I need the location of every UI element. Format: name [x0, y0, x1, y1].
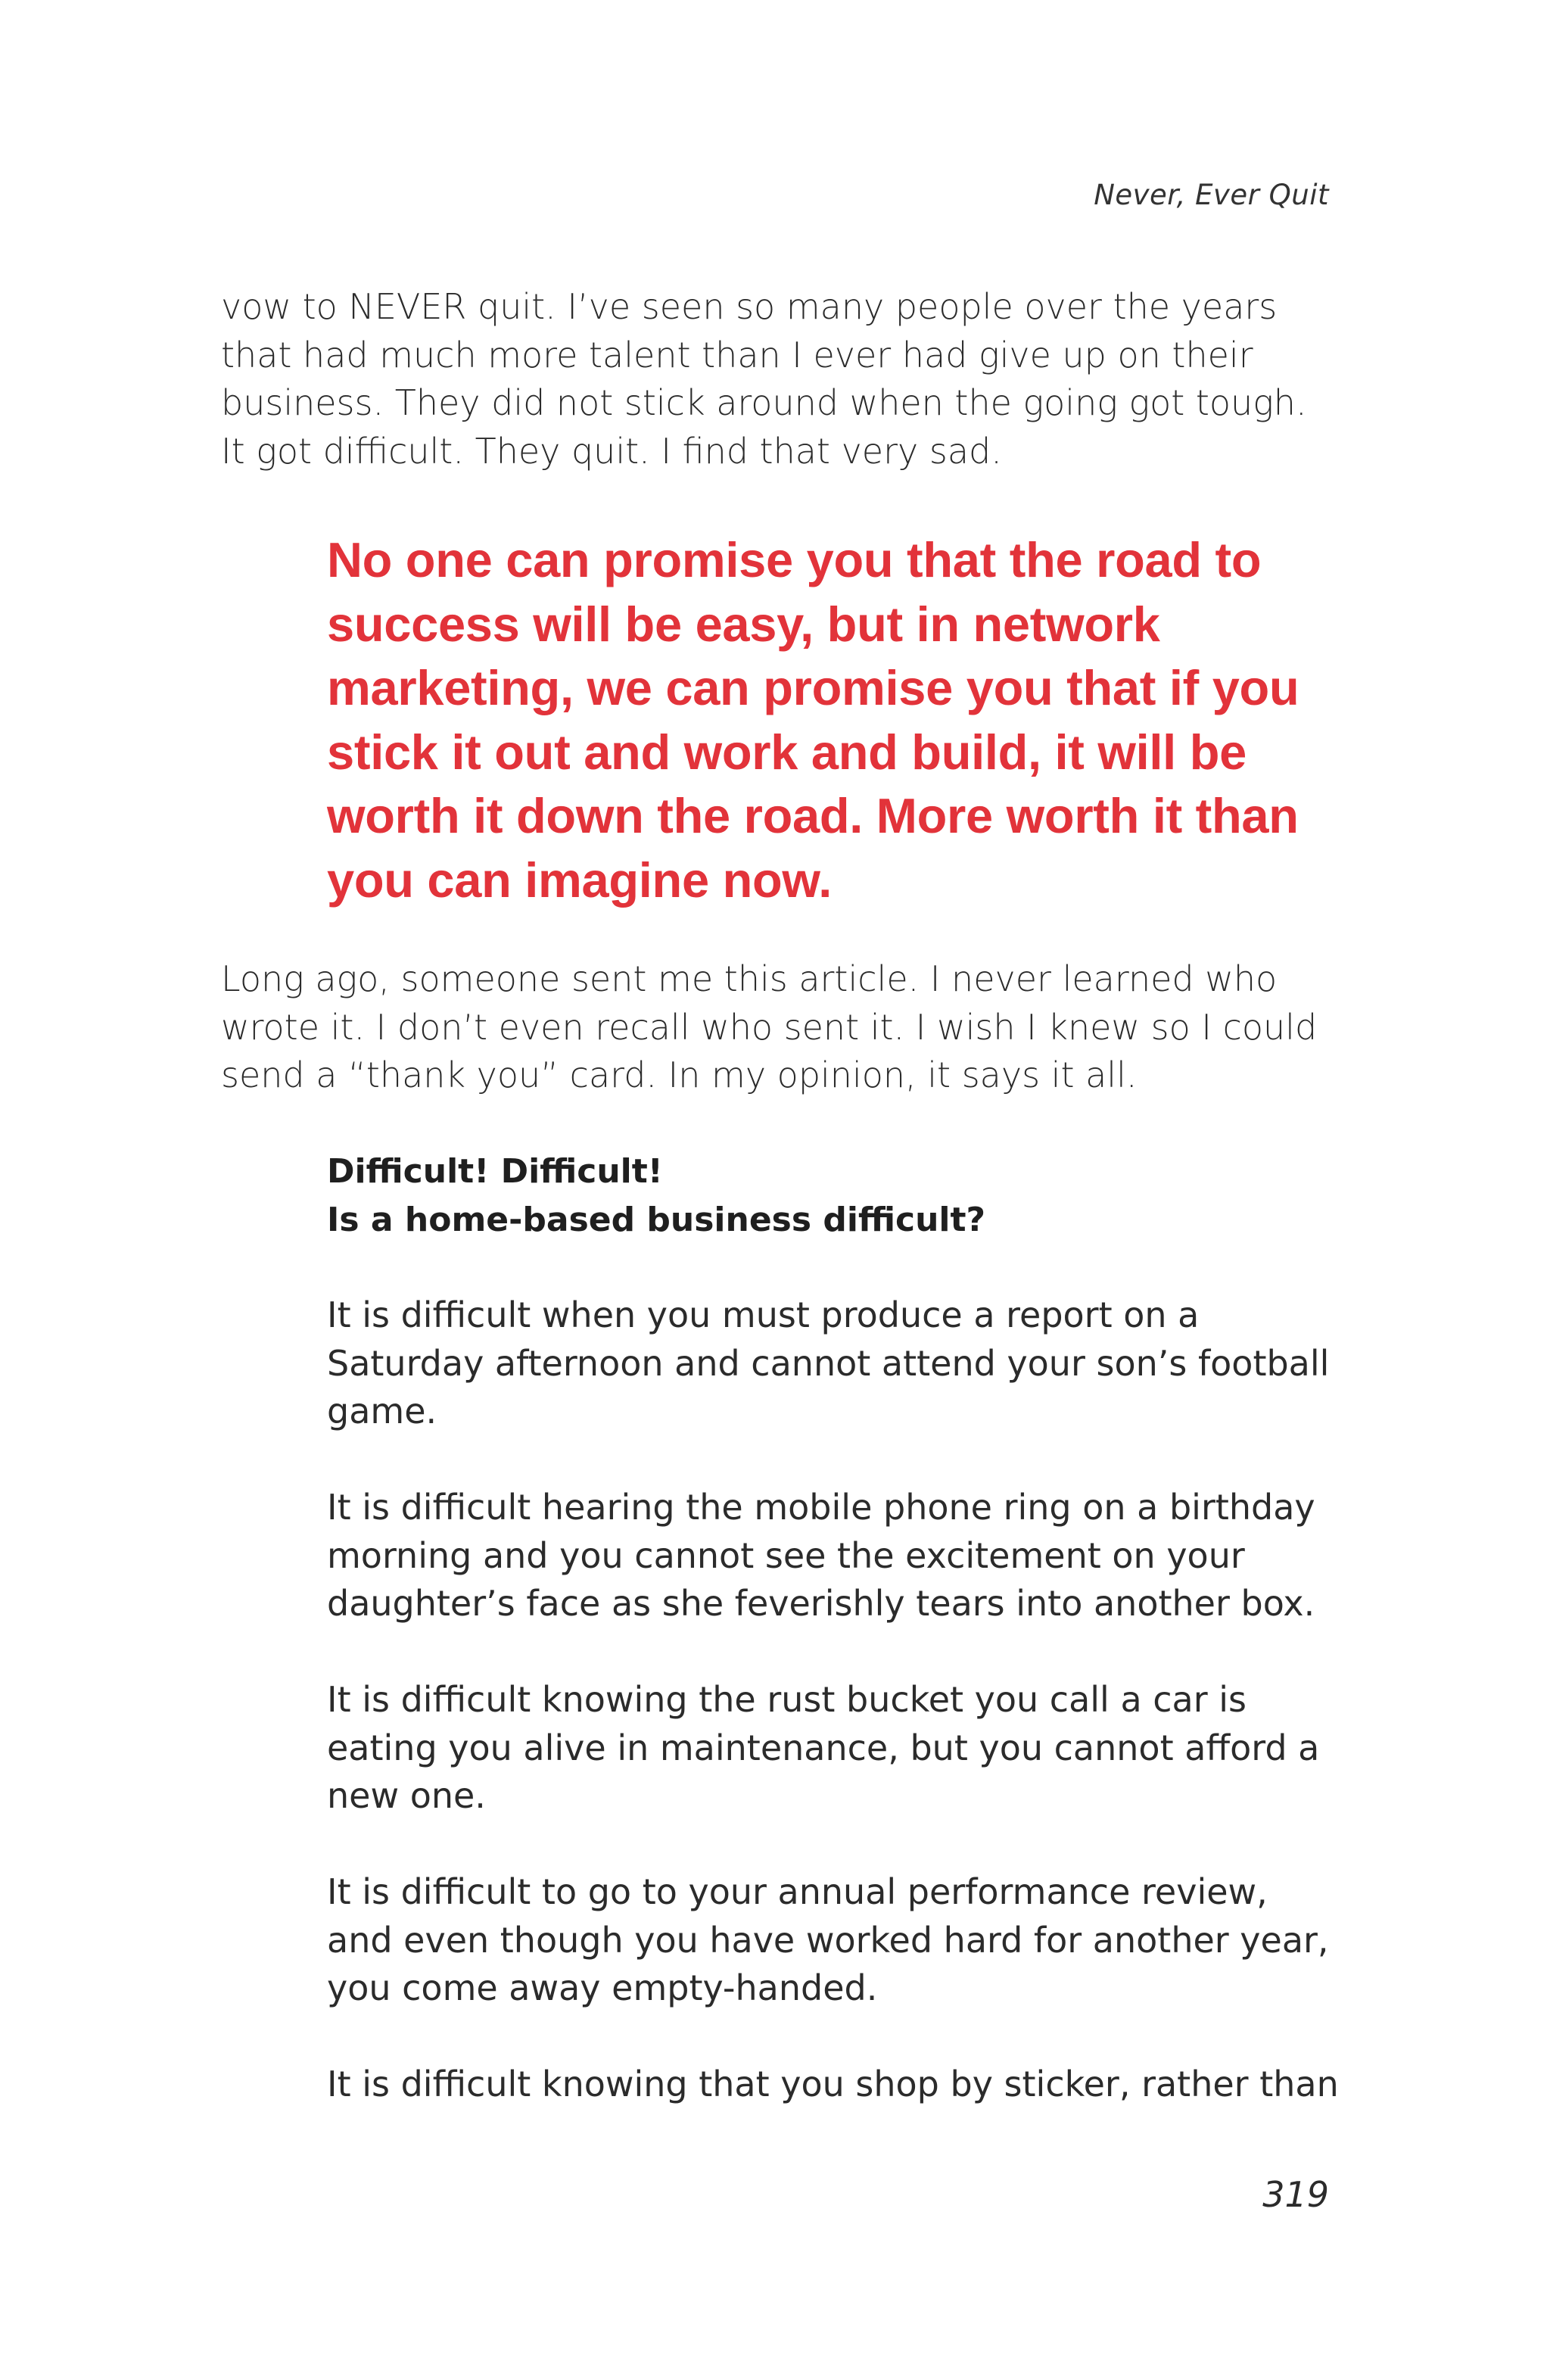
article-paragraph: It is difficult knowing the rust bucket you call a car is eating you alive in maintenance, but you cannot afford a new one.	[327, 1679, 1320, 1816]
article-heading-line1: Difficult! Difficult!	[327, 1152, 663, 1191]
article-paragraph: It is difficult to go to your annual performance review, and even though you have worked hard for another year, you come away empty-handed.	[327, 1871, 1329, 2008]
article-paragraph: It is difficult when you must produce a report on a Saturday afternoon and cannot attend your son’s football game.	[327, 1294, 1330, 1431]
pull-quote: No one can promise you that the road to success will be easy, but in network marketing, we can promise you that if you stick it out and work and build, it will be worth it down the road. More worth it than you can imagine now.	[327, 532, 1299, 908]
article-heading-line2: Is a home-based business difficult?	[327, 1200, 986, 1239]
running-head: Never, Ever Quit	[1094, 179, 1329, 211]
article-paragraph: It is difficult knowing that you shop by sticker, rather than	[327, 2064, 1339, 2104]
page-number: 319	[1262, 2174, 1329, 2215]
article-intro-paragraph: Long ago, someone sent me this article. I never learned who wrote it. I don’t even recall who sent it. I wish I knew so I could send a “thank you” card. In my opinion, it says it all.	[221, 958, 1318, 1095]
article-paragraph: It is difficult hearing the mobile phone ring on a birthday morning and you cannot see the excitement on your daughter’s face as she feverishly tears into another box.	[327, 1487, 1315, 1624]
intro-paragraph: vow to NEVER quit. I’ve seen so many people over the years that had much more talent than I ever had give up on their business. They did not stick around when the going got tough. It got difficult. They quit. I find that very sad.	[221, 286, 1307, 472]
article-heading	[327, 1148, 1341, 1244]
